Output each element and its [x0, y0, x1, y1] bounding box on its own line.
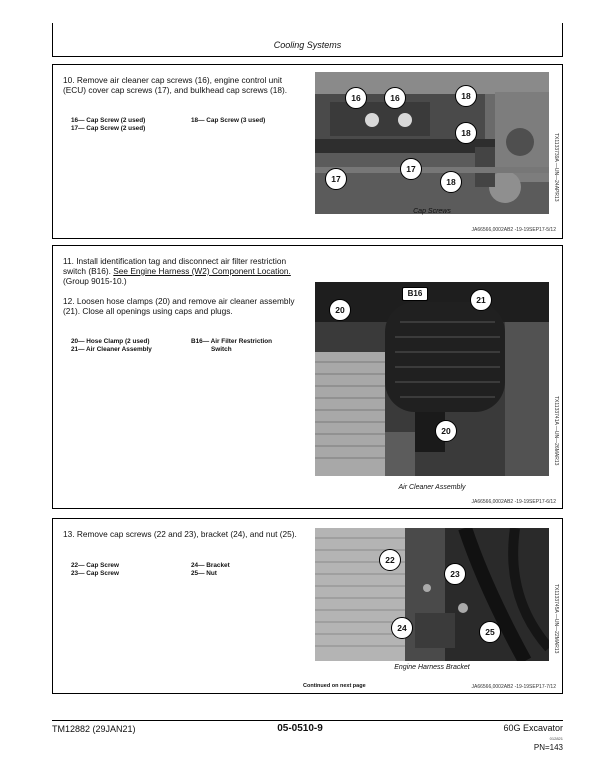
- figure-code: TX1133739A —UN—24APR13: [553, 133, 559, 202]
- legend-item: 21— Air Cleaner Assembly: [71, 346, 152, 353]
- air-cleaner-photo: [315, 282, 549, 476]
- reference-code: JA66566,0002AB2 -19-19SEP17-5/12: [471, 227, 556, 233]
- procedure-panel-2: [52, 245, 563, 509]
- page-number: 05-0510-9: [277, 723, 323, 734]
- harness-location-link[interactable]: See Engine Harness (W2) Component Location.: [113, 266, 291, 276]
- legend-item: 20— Hose Clamp (2 used): [71, 338, 150, 345]
- harness-bracket-illustration: [315, 528, 549, 661]
- callout-23: 23: [444, 563, 466, 585]
- footer-rule: [52, 720, 563, 721]
- callout-20b: 20: [435, 420, 457, 442]
- callout-18b: 18: [455, 122, 477, 144]
- callout-20a: 20: [329, 299, 351, 321]
- callout-24: 24: [391, 617, 413, 639]
- callout-16b: 16: [384, 87, 406, 109]
- step-11-suffix: (Group 9015-10.): [63, 276, 127, 286]
- legend-item: 23— Cap Screw: [71, 570, 119, 577]
- procedure-panel-3: [52, 518, 563, 694]
- legend-item: 24— Bracket: [191, 562, 230, 569]
- reference-code: JA66566,0002AB2 -19-19SEP17-7/12: [471, 684, 556, 690]
- continued-note: Continued on next page: [303, 683, 366, 689]
- callout-17a: 17: [325, 168, 347, 190]
- callout-25: 25: [479, 621, 501, 643]
- figure-code: TX1133745A —UN—22MAR13: [553, 584, 559, 654]
- step-13-text: 13. Remove cap screws (22 and 23), bracket (24), and nut (25).: [63, 529, 297, 539]
- date-code: 012821: [549, 736, 563, 741]
- legend-item: 22— Cap Screw: [71, 562, 119, 569]
- legend-item: 25— Nut: [191, 570, 217, 577]
- cap-screws-photo: [315, 72, 549, 214]
- page-pn: PN=143: [533, 743, 563, 752]
- legend-item: 17— Cap Screw (2 used): [71, 125, 146, 132]
- header-box: [52, 23, 563, 57]
- callout-22: 22: [379, 549, 401, 571]
- callout-21: 21: [470, 289, 492, 311]
- figure-code: TX1133741A —UN—26MAR13: [553, 396, 559, 466]
- reference-code: JA66566,0002AB2 -19-19SEP17-6/12: [471, 499, 556, 505]
- callout-b16: B16: [402, 287, 428, 301]
- step-11-text: [63, 256, 298, 286]
- step-11-prefix: 11. Install identification tag and disconnect air filter restriction switch (B16).: [63, 256, 287, 276]
- photo-caption: Engine Harness Bracket: [394, 664, 470, 671]
- procedure-panel-1: [52, 64, 563, 239]
- section-title: Cooling Systems: [273, 40, 342, 50]
- callout-17b: 17: [400, 158, 422, 180]
- legend-item: B16— Air Filter Restriction: [191, 338, 273, 345]
- manual-number: TM12882 (29JAN21): [52, 724, 136, 734]
- photo-caption: Air Cleaner Assembly: [398, 484, 466, 491]
- legend-item: 16— Cap Screw (2 used): [71, 117, 146, 124]
- legend-item: Switch: [211, 346, 232, 353]
- legend-item: 18— Cap Screw (3 used): [191, 117, 266, 124]
- step-12-text: 12. Loosen hose clamps (20) and remove air cleaner assembly (21). Close all openings using caps and plugs.: [63, 296, 295, 316]
- model-name: 60G Excavator: [503, 723, 563, 733]
- callout-18c: 18: [440, 171, 462, 193]
- step-10-text: 10. Remove air cleaner cap screws (16), engine control unit (ECU) cover cap screws (17), and bulkhead cap screws (18).: [63, 75, 288, 95]
- callout-18a: 18: [455, 85, 477, 107]
- photo-caption: Cap Screws: [413, 208, 451, 215]
- callout-16a: 16: [345, 87, 367, 109]
- harness-bracket-photo: [315, 528, 549, 661]
